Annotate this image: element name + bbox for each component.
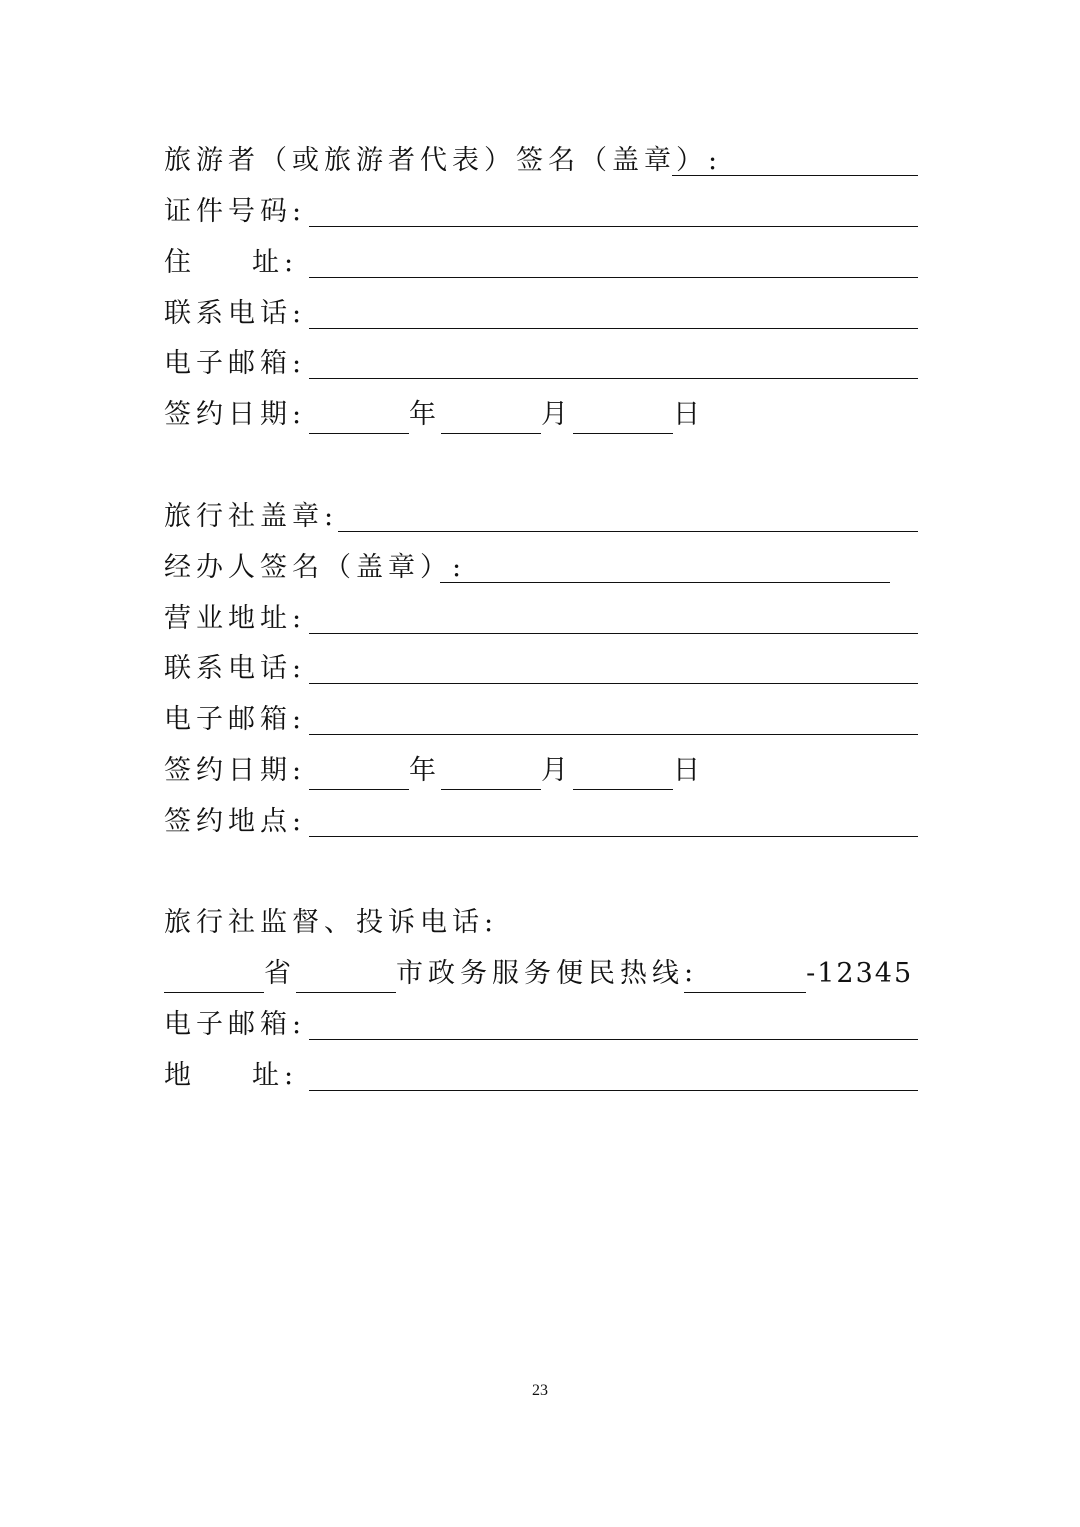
- agency-seal-row: [164, 496, 918, 536]
- agency-phone-line[interactable]: [309, 653, 918, 684]
- tourist-email-row: [164, 343, 918, 383]
- supervision-address-row: [164, 1055, 918, 1095]
- agency-phone-row: [164, 648, 918, 688]
- tourist-signature-line[interactable]: [672, 145, 918, 176]
- supervision-address-line[interactable]: [309, 1060, 918, 1091]
- tourist-id-label: 证件号码:: [164, 196, 307, 227]
- tourist-phone-row: [164, 293, 918, 333]
- tourist-date-label: 签约日期:: [164, 399, 307, 430]
- tourist-date-row: [164, 394, 918, 434]
- city-line[interactable]: [296, 962, 396, 993]
- tourist-month-line[interactable]: [441, 403, 541, 434]
- agency-seal-label: 旅行社盖章:: [164, 501, 339, 532]
- tourist-year-text: 年: [409, 399, 441, 430]
- tourist-signature-row: [164, 140, 918, 180]
- tourist-phone-line[interactable]: [309, 298, 918, 329]
- agent-signature-line[interactable]: [440, 552, 890, 583]
- agency-month-line[interactable]: [441, 759, 541, 790]
- agency-date-row: [164, 750, 918, 790]
- supervision-email-row: [164, 1004, 918, 1044]
- agency-address-label: 营业地址:: [164, 603, 307, 634]
- agency-day-line[interactable]: [573, 759, 673, 790]
- tourist-address-label-b: 址:: [252, 247, 299, 278]
- agency-month-text: 月: [541, 755, 573, 786]
- agency-place-label: 签约地点:: [164, 806, 307, 837]
- agency-place-line[interactable]: [309, 806, 918, 837]
- agency-year-line[interactable]: [309, 759, 409, 790]
- supervision-address-label-b: 址:: [252, 1060, 299, 1091]
- page-number: 23: [532, 1382, 548, 1399]
- tourist-phone-label: 联系电话:: [164, 298, 307, 329]
- hotline-colon: :: [684, 956, 698, 993]
- agency-place-row: [164, 801, 918, 841]
- tourist-signature-label: 旅游者（或旅游者代表）签名（盖章）:: [164, 145, 723, 176]
- hotline-text: 市政务服务便民热线: [396, 958, 684, 989]
- province-line[interactable]: [164, 962, 264, 993]
- agency-address-row: [164, 598, 918, 638]
- tourist-month-text: 月: [541, 399, 573, 430]
- supervision-email-label: 电子邮箱:: [164, 1009, 307, 1040]
- tourist-address-row: [164, 242, 918, 282]
- agency-date-label: 签约日期:: [164, 755, 307, 786]
- tourist-year-line[interactable]: [309, 403, 409, 434]
- agent-signature-row: [164, 547, 890, 587]
- supervision-title-row: [164, 902, 918, 942]
- tourist-id-row: [164, 191, 918, 231]
- agency-email-line[interactable]: [309, 704, 918, 735]
- agency-email-label: 电子邮箱:: [164, 704, 307, 735]
- supervision-address-label-a: 地: [164, 1060, 196, 1091]
- agency-day-text: 日: [673, 755, 705, 786]
- agent-signature-label: 经办人签名（盖章）:: [164, 552, 467, 583]
- supervision-title: 旅行社监督、投诉电话:: [164, 907, 499, 938]
- hotline-row: [164, 953, 918, 993]
- agency-address-line[interactable]: [309, 603, 918, 634]
- tourist-day-line[interactable]: [573, 403, 673, 434]
- province-text: 省: [264, 958, 296, 989]
- tourist-email-line[interactable]: [309, 348, 918, 379]
- tourist-id-line[interactable]: [309, 196, 918, 227]
- tourist-address-line[interactable]: [309, 247, 918, 278]
- agency-year-text: 年: [409, 755, 441, 786]
- tourist-email-label: 电子邮箱:: [164, 348, 307, 379]
- supervision-email-line[interactable]: [309, 1009, 918, 1040]
- hotline-number: -12345: [806, 958, 914, 989]
- agency-phone-label: 联系电话:: [164, 653, 307, 684]
- tourist-day-text: 日: [673, 399, 705, 430]
- agency-email-row: [164, 699, 918, 739]
- area-code-line[interactable]: [698, 962, 806, 993]
- tourist-address-label-a: 住: [164, 247, 196, 278]
- agency-seal-line[interactable]: [338, 501, 918, 532]
